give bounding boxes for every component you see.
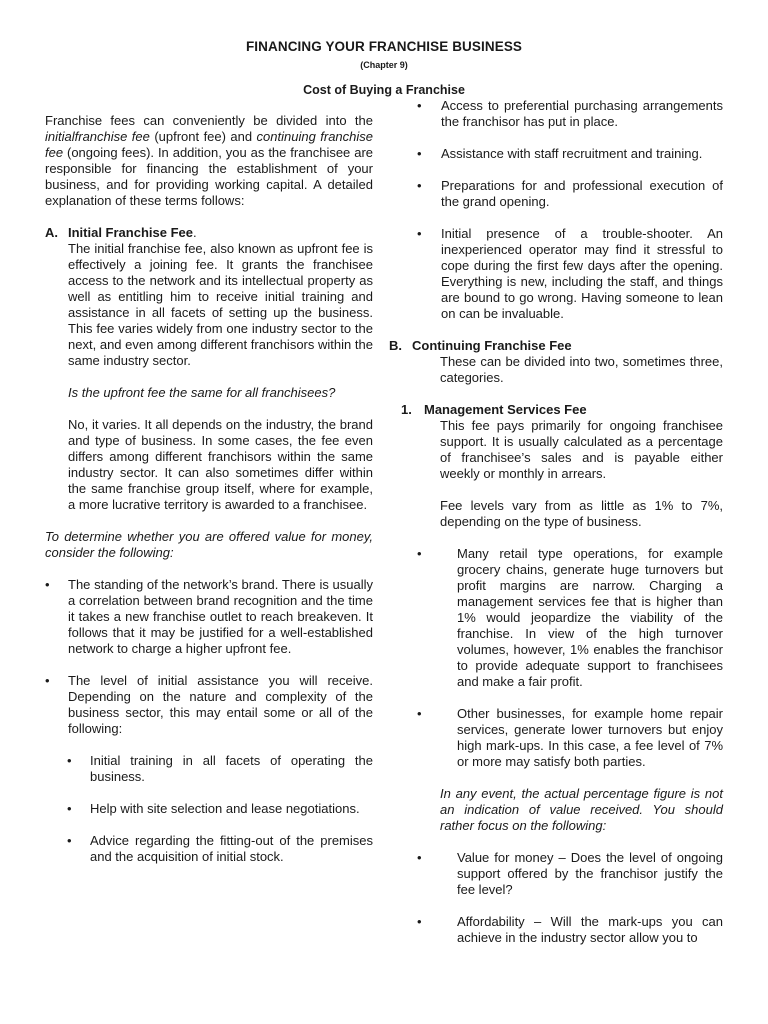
section-a-question: Is the upfront fee the same for all franchisees? [68, 385, 336, 400]
bullet-icon [389, 146, 441, 162]
list-item: • Advice regarding the fitting-out of the premises and the acquisition of initial stock. [67, 833, 373, 865]
section-b-body: These can be divided into two, sometimes three, categories. [440, 354, 723, 385]
section-a-heading: A. Initial Franchise Fee. [45, 225, 197, 240]
bullet-icon [67, 801, 90, 817]
bullet-icon [67, 833, 90, 865]
list-item: • Initial presence of a trouble-shooter. An inexperienced operator may find it stressful to cope during the first few days after the opening. Everything is new, including the staff, and things are bound to go wrong. Having someone to lean on can be invaluable. [389, 226, 723, 322]
event-text: In any event, the actual percentage figure is not an indication of value received. You should rather focus on the following: [440, 786, 723, 833]
intro-paragraph: Franchise fees can conveniently be divided into the initialfranchise fee (upfront fee) and continuing franchise fee (ongoing fees). In addition, you as the franchisee are responsible for financing the establishment of your business, and for providing working capital. A detailed explanation of these terms follows: [45, 113, 374, 208]
list-item: • Assistance with staff recruitment and training. [389, 146, 723, 162]
bullet-icon [67, 753, 90, 785]
bullet-icon [417, 914, 457, 946]
list-item: • Initial training in all facets of operating the business. [67, 753, 373, 785]
list-item: • Affordability – Will the mark-ups you can achieve in the industry sector allow you to [389, 914, 723, 946]
list-item: • Preparations for and professional execution of the grand opening. [389, 178, 723, 210]
left-column [45, 113, 373, 865]
section-1-body: This fee pays primarily for ongoing franchisee support. It is usually calculated as a percentage of franchisee’s sales and is payable either weekly or monthly in arrears. [440, 418, 723, 481]
right-column [389, 98, 723, 946]
bullet-icon [45, 577, 68, 657]
chapter-label: (Chapter 9) [360, 60, 408, 70]
section-b-heading: B. Continuing Franchise Fee [389, 338, 572, 353]
list-item: • Value for money – Does the level of ongoing support offered by the franchisor justify the fee level? [389, 850, 723, 898]
value-intro: To determine whether you are offered value for money, consider the following: [45, 529, 373, 560]
bullet-icon [417, 546, 457, 690]
section-a-answer: No, it varies. It all depends on the industry, the brand and type of business. In some cases, the fee even differs among different franchisors within the same industry sector. It can also sometimes differ within the same franchise group itself, where for example, a more lucrative territory is awarded to a franchisee. [68, 417, 373, 512]
bullet-icon [417, 706, 457, 770]
section-a-body: The initial franchise fee, also known as upfront fee is effectively a joining fee. It grants the franchisee access to the network and its intellectual property as well as entitling him to receive initial training and assistance in all facets of setting up the business. This fee varies widely from one industry sector to the next, and even among different franchisors within the same industry sector. [68, 241, 373, 368]
list-item: • The level of initial assistance you will receive. Depending on the nature and complexity of the business sector, this may entail some or all of the following: [45, 673, 373, 737]
section-subtitle: Cost of Buying a Franchise [303, 83, 465, 97]
bullet-icon [389, 98, 441, 130]
list-item: • Help with site selection and lease negotiations. [67, 801, 373, 817]
list-item: • Access to preferential purchasing arrangements the franchisor has put in place. [389, 98, 723, 130]
section-1-heading: 1. Management Services Fee [401, 402, 587, 417]
list-item: • Many retail type operations, for example grocery chains, generate huge turnovers but profit margins are narrow. Charging a management services fee that is higher than 1% would jeopardize the viability of the franchise. In view of the high turnover volumes, however, 1% enables the franchisor to provide adequate support to franchisees and make a fair profit. [389, 546, 723, 690]
fee-levels-text: Fee levels vary from as little as 1% to 7%, depending on the type of business. [440, 498, 723, 529]
list-item: • Other businesses, for example home repair services, generate lower turnovers but enjoy high mark-ups. In this case, a fee level of 7% or more may satisfy both parties. [389, 706, 723, 770]
document-title: FINANCING YOUR FRANCHISE BUSINESS [245, 39, 523, 54]
bullet-icon [389, 226, 441, 322]
bullet-icon [45, 673, 68, 737]
bullet-icon [389, 178, 441, 210]
bullet-icon [417, 850, 457, 898]
list-item: • The standing of the network’s brand. There is usually a correlation between brand recognition and the time it takes a new franchise outlet to reach breakeven. It follows that it may be justified for a well-established network to charge a higher upfront fee. [45, 577, 373, 657]
